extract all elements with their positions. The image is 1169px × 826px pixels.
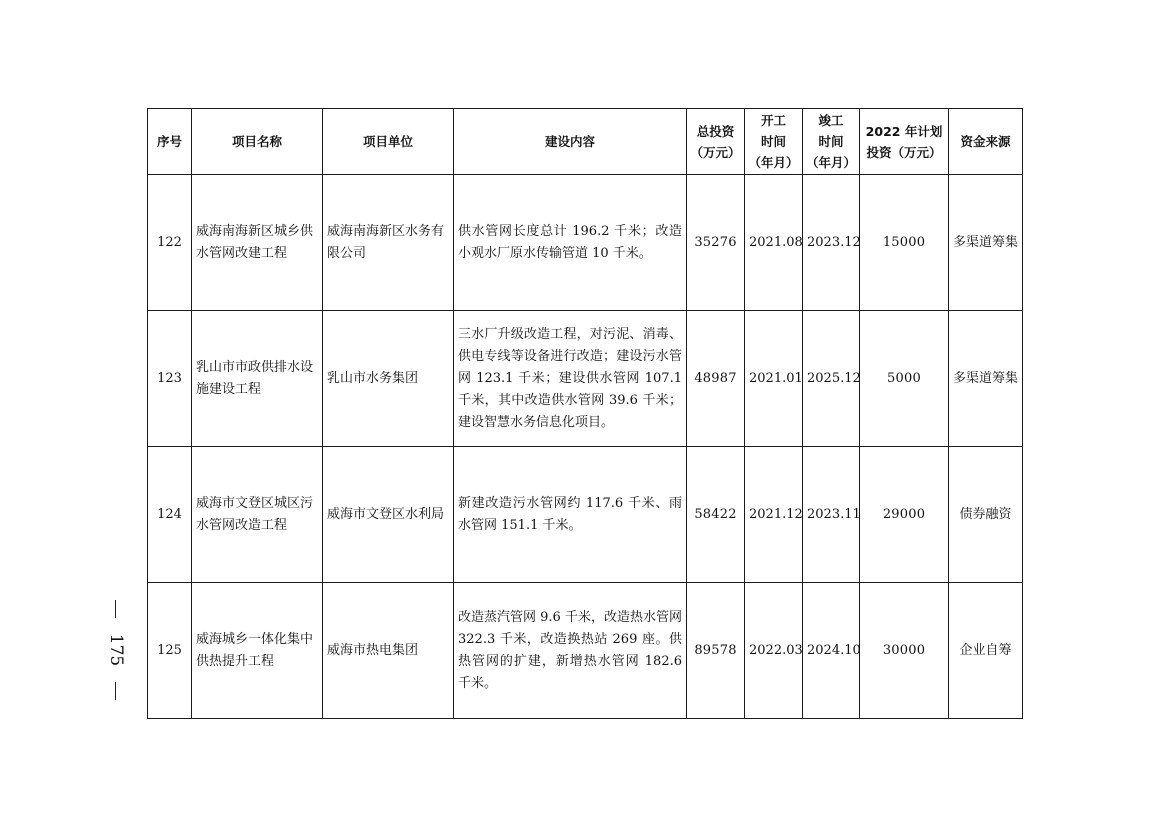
cell-seq: 122: [148, 175, 192, 311]
cell-fund: 债券融资: [949, 447, 1023, 583]
header-seq: 序号: [148, 109, 192, 175]
cell-invest: 48987: [687, 311, 745, 447]
header-invest: [687, 109, 745, 175]
cell-unit: 威海市文登区水利局: [323, 447, 454, 583]
cell-seq: 125: [148, 583, 192, 719]
cell-name: 威海市文登区城区污水管网改造工程: [192, 447, 323, 583]
header-plan-line1: 2022 年计划: [865, 123, 943, 139]
cell-unit: 威海市热电集团: [323, 583, 454, 719]
cell-fund: 多渠道筹集: [949, 175, 1023, 311]
header-start-line2: 时间: [760, 134, 786, 149]
cell-fund: 企业自筹: [949, 583, 1023, 719]
page-number-dash-top: [115, 600, 116, 618]
cell-invest: 58422: [687, 447, 745, 583]
cell-end: 2024.10: [803, 583, 860, 719]
cell-start: 2021.12: [745, 447, 803, 583]
header-invest-line1: 总投资: [696, 123, 735, 139]
cell-name: 威海南海新区城乡供水管网改建工程: [192, 175, 323, 311]
header-unit: 项目单位: [323, 109, 454, 175]
cell-invest: 35276: [687, 175, 745, 311]
cell-invest: 89578: [687, 583, 745, 719]
cell-content: 改造蒸汽管网 9.6 千米，改造热水管网 322.3 千米，改造换热站 269 座。供热管网的扩建，新增热水管网 182.6 千米。: [454, 583, 687, 719]
cell-content: 新建改造污水管网约 117.6 千米、雨水管网 151.1 千米。: [454, 447, 687, 583]
cell-content: 三水厂升级改造工程，对污泥、消毒、供电专线等设备进行改造；建设污水管网 123.1 千米；建设供水管网 107.1 千米，其中改造供水管网 39.6 千米；建设智慧水务信息化项目。: [454, 311, 687, 447]
header-end-line1: 竣工: [818, 113, 844, 128]
cell-plan: 29000: [860, 447, 949, 583]
project-table: [147, 108, 1023, 719]
header-name: 项目名称: [192, 109, 323, 175]
header-start-line3: （年月）: [748, 155, 799, 170]
cell-name: 乳山市市政供排水设施建设工程: [192, 311, 323, 447]
header-plan: [860, 109, 949, 175]
header-end-line2: 时间: [818, 134, 844, 149]
header-start: [745, 109, 803, 175]
cell-seq: 124: [148, 447, 192, 583]
header-end: [803, 109, 860, 175]
cell-fund: 多渠道筹集: [949, 311, 1023, 447]
cell-end: 2025.12: [803, 311, 860, 447]
table-row: [148, 175, 1023, 311]
page-number-block: [96, 600, 136, 700]
cell-plan: 15000: [860, 175, 949, 311]
cell-end: 2023.12: [803, 175, 860, 311]
cell-plan: 30000: [860, 583, 949, 719]
header-start-line1: 开工: [760, 113, 786, 128]
header-invest-line2: （万元）: [690, 144, 741, 160]
cell-start: 2022.03: [745, 583, 803, 719]
table-header-row: [148, 109, 1023, 175]
header-content: 建设内容: [454, 109, 687, 175]
table-row: [148, 311, 1023, 447]
cell-end: 2023.11: [803, 447, 860, 583]
cell-seq: 123: [148, 311, 192, 447]
cell-start: 2021.08: [745, 175, 803, 311]
cell-content: 供水管网长度总计 196.2 千米；改造小观水厂原水传输管道 10 千米。: [454, 175, 687, 311]
page-number: 175: [106, 633, 126, 667]
header-end-line3: （年月）: [805, 155, 856, 170]
cell-unit: 乳山市水务集团: [323, 311, 454, 447]
cell-name: 威海城乡一体化集中供热提升工程: [192, 583, 323, 719]
table-row: [148, 447, 1023, 583]
cell-plan: 5000: [860, 311, 949, 447]
cell-unit: 威海南海新区水务有限公司: [323, 175, 454, 311]
header-plan-line2: 投资（万元）: [866, 144, 942, 160]
header-fund: 资金来源: [949, 109, 1023, 175]
cell-start: 2021.01: [745, 311, 803, 447]
page-number-dash-bottom: [115, 682, 116, 700]
table-row: [148, 583, 1023, 719]
